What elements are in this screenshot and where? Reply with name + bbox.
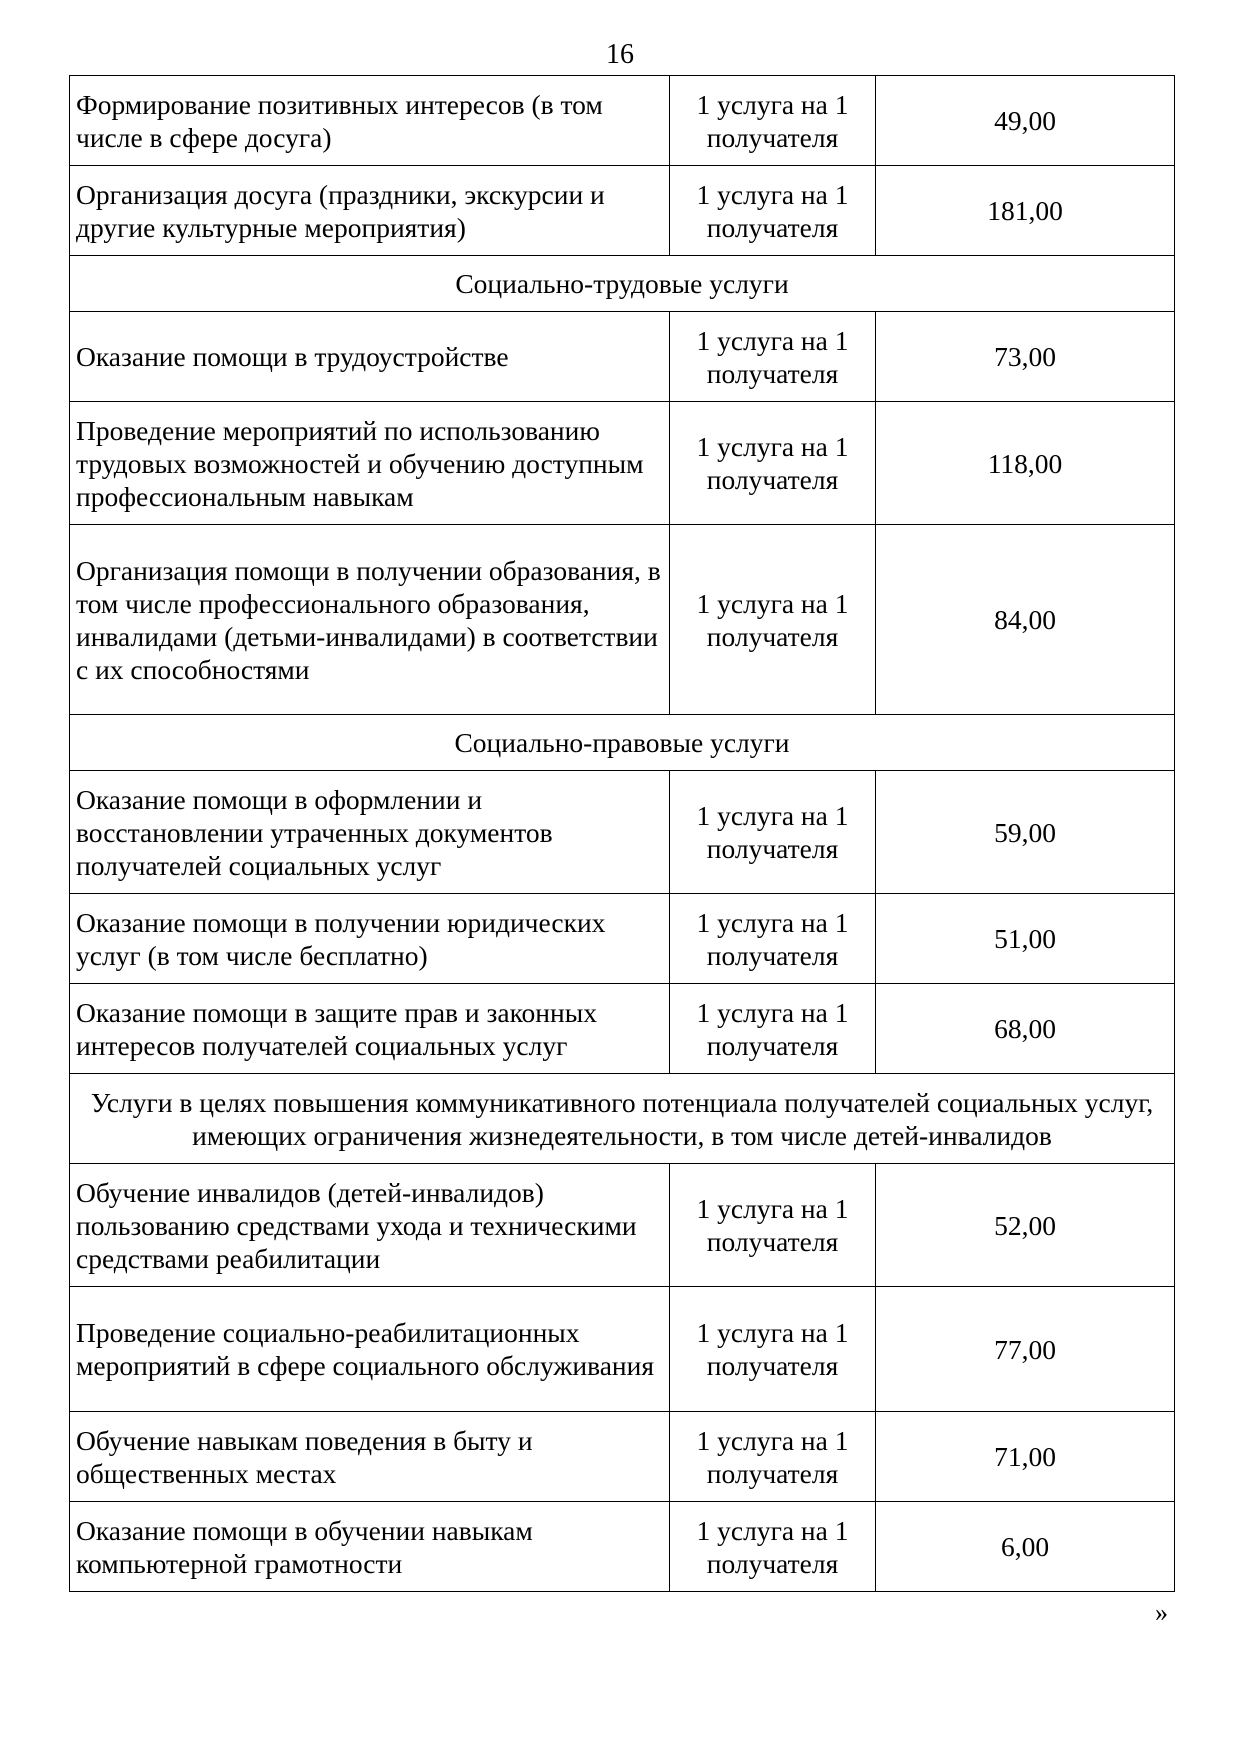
service-unit: 1 услуга на 1 получателя (670, 1164, 876, 1287)
page-number: 16 (606, 39, 634, 70)
service-price: 52,00 (876, 1164, 1175, 1287)
table-row (70, 894, 1175, 984)
section-header-row (70, 715, 1175, 771)
table-row (70, 525, 1175, 715)
table-row (70, 166, 1175, 256)
service-price: 118,00 (876, 402, 1175, 525)
service-unit: 1 услуга на 1 получателя (670, 1287, 876, 1412)
table-row (70, 1164, 1175, 1287)
service-price-table (69, 75, 1175, 1592)
service-name: Оказание помощи в трудоустройстве (70, 312, 670, 402)
service-unit: 1 услуга на 1 получателя (670, 312, 876, 402)
table-row (70, 312, 1175, 402)
section-title: Социально-правовые услуги (70, 715, 1175, 771)
service-price: 59,00 (876, 771, 1175, 894)
service-unit: 1 услуга на 1 получателя (670, 1412, 876, 1502)
service-name: Оказание помощи в получении юридических услуг (в том числе бесплатно) (70, 894, 670, 984)
section-title: Социально-трудовые услуги (70, 256, 1175, 312)
table-row (70, 771, 1175, 894)
service-price: 71,00 (876, 1412, 1175, 1502)
service-price: 68,00 (876, 984, 1175, 1074)
service-unit: 1 услуга на 1 получателя (670, 984, 876, 1074)
table-row (70, 1287, 1175, 1412)
service-name: Организация помощи в получении образования, в том числе профессионального образования, инвалидами (детьми-инвалидами) в соответствии с их способностями (70, 525, 670, 715)
section-header-row (70, 1074, 1175, 1164)
service-name: Оказание помощи в обучении навыкам компьютерной грамотности (70, 1502, 670, 1592)
closing-quote-mark: » (1155, 1598, 1168, 1627)
service-name: Обучение навыкам поведения в быту и общественных местах (70, 1412, 670, 1502)
service-name: Проведение мероприятий по использованию трудовых возможностей и обучению доступным профессиональным навыкам (70, 402, 670, 525)
table-row (70, 984, 1175, 1074)
service-unit: 1 услуга на 1 получателя (670, 525, 876, 715)
service-price: 84,00 (876, 525, 1175, 715)
service-unit: 1 услуга на 1 получателя (670, 894, 876, 984)
service-name: Оказание помощи в оформлении и восстановлении утраченных документов получателей социальных услуг (70, 771, 670, 894)
service-price: 73,00 (876, 312, 1175, 402)
section-title: Услуги в целях повышения коммуникативного потенциала получателей социальных услуг, имеющих ограничения жизнедеятельности, в том числе детей-инвалидов (70, 1074, 1175, 1164)
table-row (70, 1412, 1175, 1502)
service-name: Формирование позитивных интересов (в том числе в сфере досуга) (70, 76, 670, 166)
service-price: 6,00 (876, 1502, 1175, 1592)
service-price: 49,00 (876, 76, 1175, 166)
service-unit: 1 услуга на 1 получателя (670, 76, 876, 166)
table-row (70, 402, 1175, 525)
service-name: Проведение социально-реабилитационных мероприятий в сфере социального обслуживания (70, 1287, 670, 1412)
service-unit: 1 услуга на 1 получателя (670, 1502, 876, 1592)
service-unit: 1 услуга на 1 получателя (670, 402, 876, 525)
section-header-row (70, 256, 1175, 312)
service-price: 181,00 (876, 166, 1175, 256)
table-row (70, 1502, 1175, 1592)
service-unit: 1 услуга на 1 получателя (670, 771, 876, 894)
service-price: 77,00 (876, 1287, 1175, 1412)
service-price: 51,00 (876, 894, 1175, 984)
table-row (70, 76, 1175, 166)
service-name: Организация досуга (праздники, экскурсии и другие культурные мероприятия) (70, 166, 670, 256)
service-name: Обучение инвалидов (детей-инвалидов) пользованию средствами ухода и техническими средствами реабилитации (70, 1164, 670, 1287)
service-unit: 1 услуга на 1 получателя (670, 166, 876, 256)
service-name: Оказание помощи в защите прав и законных интересов получателей социальных услуг (70, 984, 670, 1074)
